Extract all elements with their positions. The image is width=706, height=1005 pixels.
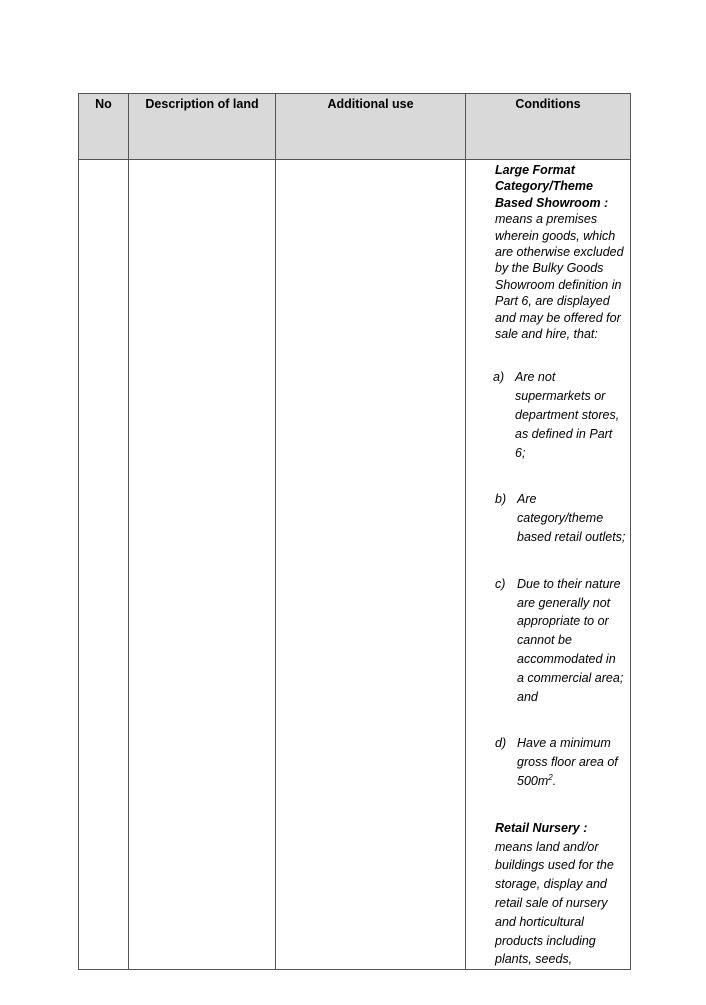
header-no: No (79, 94, 129, 160)
table-header-row (79, 94, 631, 160)
cell-additional-use (276, 160, 466, 970)
list-item-text: Are category/theme based retail outlets; (517, 492, 626, 545)
list-item (495, 575, 626, 707)
table-row (79, 160, 631, 970)
list-item-text (517, 736, 618, 788)
header-conditions: Conditions (466, 94, 631, 160)
cell-no (79, 160, 129, 970)
list-item (493, 368, 626, 462)
large-format-definition (495, 162, 626, 342)
retail-nursery-definition-text: means land and/or buildings used for the storage, display and retail sale of nursery and horticultural products including plants, seeds, (495, 839, 614, 967)
list-marker: c) (495, 576, 506, 591)
list-item (495, 734, 626, 790)
list-marker: d) (495, 736, 507, 751)
list-item (495, 490, 626, 546)
cell-conditions (466, 160, 631, 970)
list-item-text: Are not supermarkets or department stores, as defined in Part 6; (515, 370, 620, 460)
retail-nursery-definition (495, 819, 626, 969)
list-item-text-after: . (552, 774, 557, 789)
list-item-text: Due to their nature are generally not appropriate to or cannot be accommodated in a commercial area; and (517, 576, 624, 704)
cell-description-of-land (129, 160, 276, 970)
header-additional-use: Additional use (276, 94, 466, 160)
conditions-text (466, 160, 630, 969)
large-format-term: Large Format Category/Theme Based Showroom : (495, 163, 609, 210)
list-marker: b) (495, 492, 507, 507)
list-item-text-before: Have a minimum gross floor area of 500m (517, 736, 618, 789)
superscript: 2 (548, 772, 553, 782)
large-format-definition-text: means a premises wherein goods, which are otherwise excluded by the Bulky Goods Showroom definition in Part 6, are displayed and may be offered for sale and hire, that: (495, 212, 624, 342)
conditions-list (495, 368, 626, 790)
land-use-table (78, 93, 631, 970)
list-marker: a) (493, 370, 505, 385)
retail-nursery-term: Retail Nursery : (495, 820, 588, 835)
header-description-of-land: Description of land (129, 94, 276, 160)
